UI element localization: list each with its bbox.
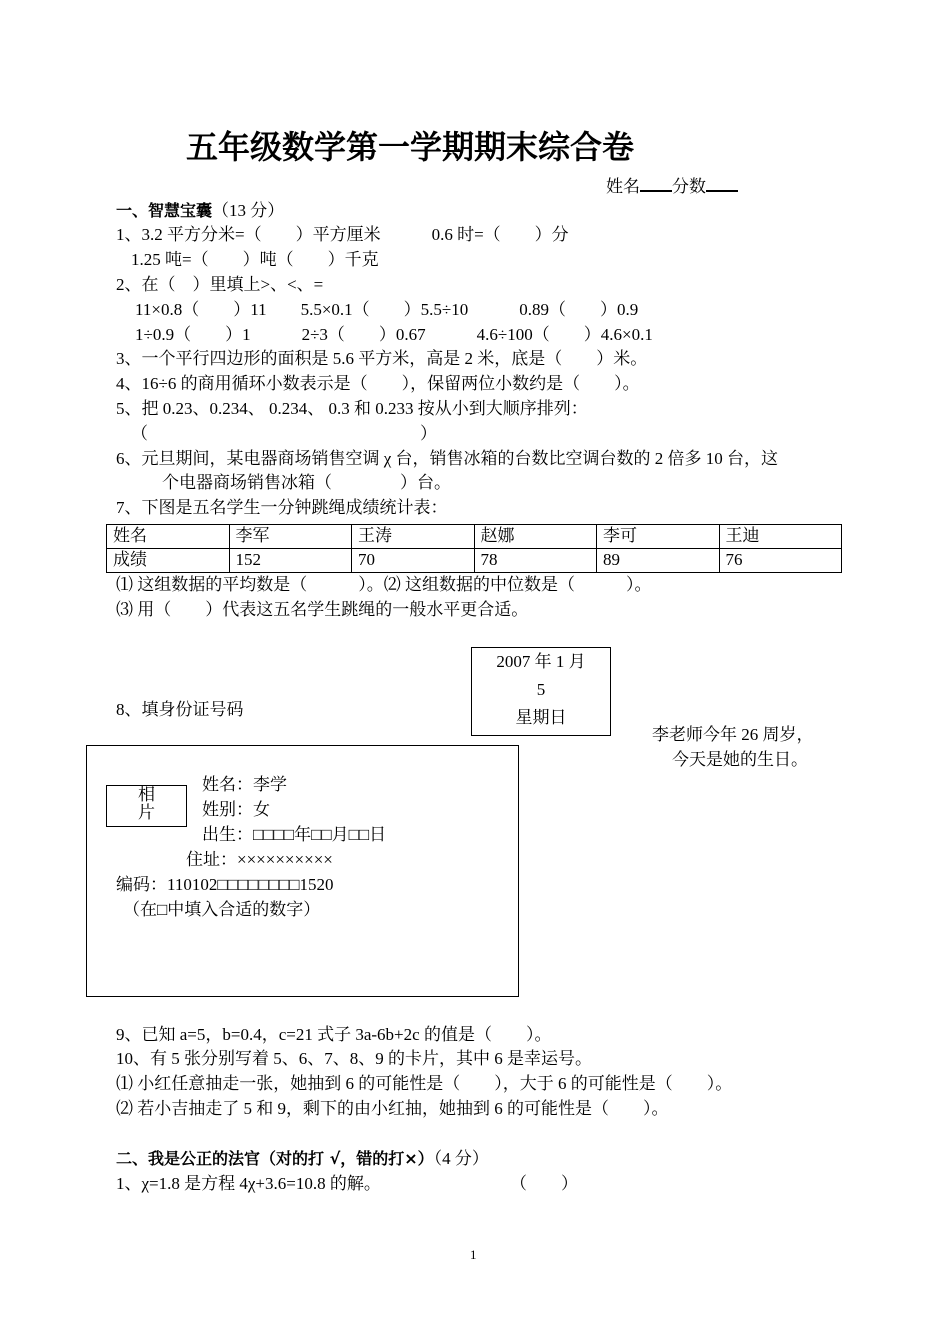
question-line: 2、在（ ）里填上>、<、= — [116, 275, 324, 294]
question-line: 6、元旦期间，某电器商场销售空调 χ 台，销售冰箱的台数比空调台数的 2 倍多 10 台，这 — [116, 449, 779, 468]
section2-points: （4 分） — [433, 1149, 489, 1168]
question-line: 个电器商场销售冰箱（ ）台。 — [162, 473, 451, 492]
id-code[interactable]: 编码：110102□□□□□□□□1520 — [116, 875, 334, 894]
date-line: 5 — [536, 680, 546, 699]
score-label: 分数 — [672, 177, 706, 196]
table-header-row — [107, 525, 842, 549]
photo-label: 相 — [138, 785, 155, 804]
name-label: 姓名 — [606, 177, 640, 196]
answer-blank[interactable]: （ ） — [510, 1174, 578, 1193]
score-blank[interactable] — [706, 176, 738, 192]
date-box — [471, 647, 611, 736]
question-line: 7、下图是五名学生一分钟跳绳成绩统计表： — [116, 498, 448, 517]
id-card — [86, 745, 519, 997]
page-number: 1 — [470, 1247, 477, 1262]
question-line: 1.25 吨=（ ）吨（ ）千克 — [131, 250, 379, 269]
question-line: ⑶ 用（ ）代表这五名学生跳绳的一般水平更合适。 — [116, 600, 529, 619]
id-address: 住址：×××××××××× — [186, 850, 333, 869]
section1-heading: 一、智慧宝囊 — [116, 201, 213, 220]
question-line: 1÷0.9（ ）1 2÷3（ ）0.67 4.6÷100（ ）4.6×0.1 — [135, 325, 653, 344]
photo-box — [106, 785, 187, 827]
question-line: ⑴ 这组数据的平均数是（ ）。⑵ 这组数据的中位数是（ ）。 — [116, 575, 652, 594]
table-cell: 李军 — [229, 525, 352, 549]
table-cell: 王涛 — [352, 525, 475, 549]
table-cell: 李可 — [597, 525, 720, 549]
name-score-line — [606, 176, 738, 197]
date-line: 星期日 — [515, 708, 567, 727]
question-line: ⑵ 若小吉抽走了 5 和 9，剩下的由小红抽，她抽到 6 的可能性是（ ）。 — [116, 1099, 669, 1118]
name-blank[interactable] — [640, 176, 672, 192]
answer-blank-line[interactable]: （ ） — [131, 424, 437, 443]
teacher-note: 李老师今年 26 周岁， — [652, 725, 814, 744]
question-line: ⑴ 小红任意抽走一张，她抽到 6 的可能性是（ ），大于 6 的可能性是（ ）。 — [116, 1074, 733, 1093]
question-line: 5、把 0.23、0.234、 0.234、 0.3 和 0.233 按从小到大顺序排列： — [116, 399, 588, 418]
photo-label: 片 — [138, 803, 155, 822]
date-line: 2007 年 1 月 — [496, 652, 586, 671]
id-hint: （在□中填入合适的数字） — [123, 900, 321, 919]
id-name: 姓名：李学 — [202, 775, 287, 794]
question-line: 8、填身份证号码 — [116, 700, 244, 719]
question-line: 11×0.8（ ）11 5.5×0.1（ ）5.5÷10 0.89（ ）0.9 — [135, 300, 639, 319]
table-cell: 成绩 — [107, 549, 230, 573]
table-cell: 76 — [719, 549, 842, 573]
table-cell: 78 — [474, 549, 597, 573]
section2-heading-line — [116, 1149, 489, 1169]
question-line: 1、χ=1.8 是方程 4χ+3.6=10.8 的解。 — [116, 1174, 381, 1193]
table-cell: 70 — [352, 549, 475, 573]
teacher-note: 今天是她的生日。 — [672, 750, 808, 769]
jump-rope-table — [106, 524, 842, 573]
question-line: 9、已知 a=5，b=0.4，c=21 式子 3a-6b+2c 的值是（ ）。 — [116, 1025, 552, 1044]
id-birth[interactable]: 出生：□□□□年□□月□□日 — [202, 825, 387, 844]
section2-heading: 二、我是公正的法官（对的打 √，错的打×） — [116, 1149, 434, 1168]
table-cell: 89 — [597, 549, 720, 573]
page-title: 五年级数学第一学期期末综合卷 — [186, 128, 635, 166]
id-gender: 姓别：女 — [202, 800, 270, 819]
question-line: 1、3.2 平方分米=（ ）平方厘米 0.6 时=（ ）分 — [116, 225, 569, 244]
section1-points: （13 分） — [212, 201, 285, 220]
question-line: 3、一个平行四边形的面积是 5.6 平方米，高是 2 米，底是（ ）米。 — [116, 349, 648, 368]
table-row — [107, 549, 842, 573]
table-cell: 王迪 — [719, 525, 842, 549]
table-cell: 姓名 — [107, 525, 230, 549]
table-cell: 152 — [229, 549, 352, 573]
question-line: 10、有 5 张分别写着 5、6、7、8、9 的卡片，其中 6 是幸运号。 — [116, 1049, 592, 1068]
question-line: 4、16÷6 的商用循环小数表示是（ ），保留两位小数约是（ ）。 — [116, 374, 640, 393]
section1-heading-line — [116, 201, 284, 221]
table-cell: 赵娜 — [474, 525, 597, 549]
